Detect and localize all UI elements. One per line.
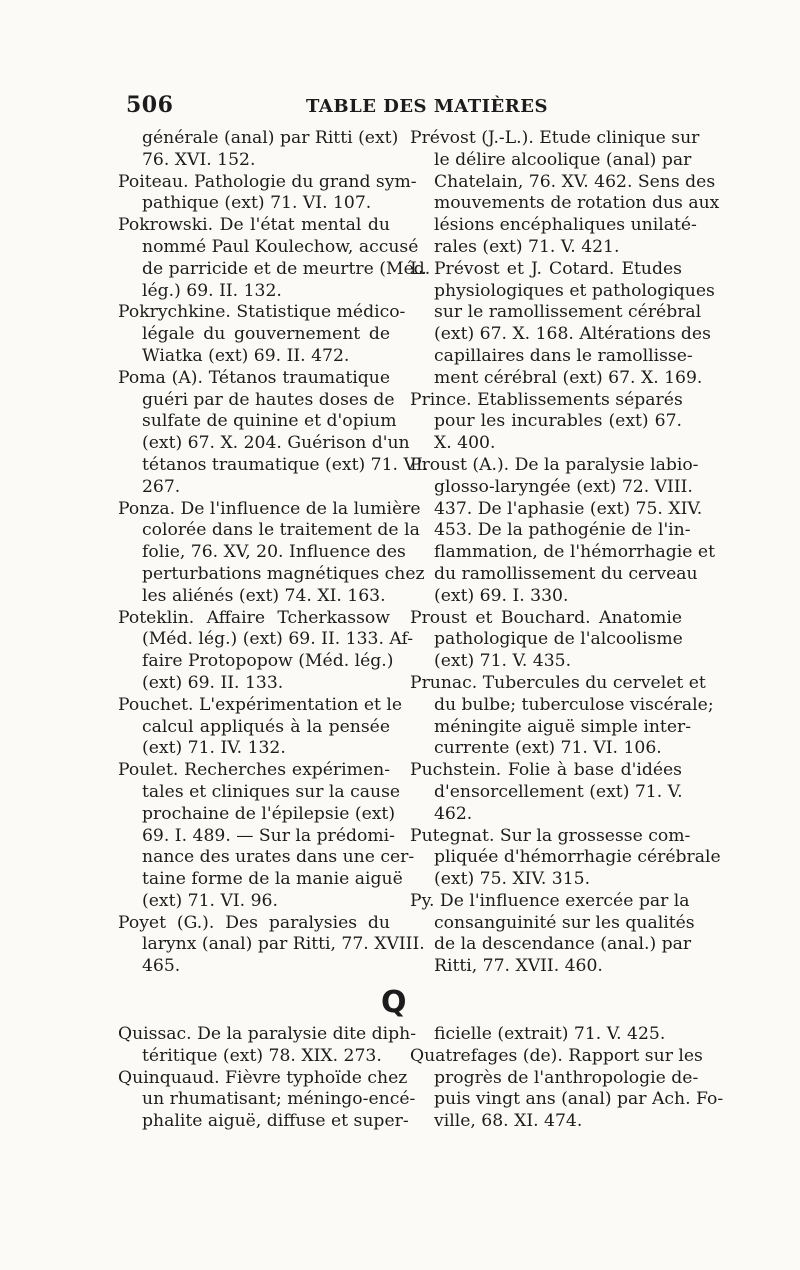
entry-line: de la descendance (anal.) par xyxy=(434,934,692,955)
entry-line: (ext) 69. II. 133. xyxy=(142,672,284,693)
entry-line: (ext) 75. XIV. 315. xyxy=(434,869,591,890)
index-entry xyxy=(118,128,399,172)
page-header xyxy=(118,92,678,122)
page-number: 506 xyxy=(126,92,174,118)
entry-line: 76. XVI. 152. xyxy=(142,149,256,170)
index-entry xyxy=(410,760,682,825)
entry-line: Wiatka (ext) 69. II. 472. xyxy=(142,345,350,366)
entry-line: nance des urates dans une cer- xyxy=(142,847,415,868)
entry-line: Proust et Bouchard. Anatomie xyxy=(410,607,682,628)
entry-line: téritique (ext) 78. XIX. 273. xyxy=(142,1045,382,1066)
index-entry xyxy=(410,890,695,978)
entry-line: 462. xyxy=(434,803,473,824)
entry-line: pathologique de l'alcoolisme xyxy=(434,629,683,650)
entry-line: les aliénés (ext) 74. XI. 163. xyxy=(142,585,386,606)
index-entry xyxy=(118,694,403,760)
index-entry xyxy=(118,367,429,499)
index-entry xyxy=(118,760,415,913)
entry-line: ville, 68. XI. 474. xyxy=(434,1111,583,1132)
index-entry xyxy=(118,1067,416,1133)
entry-line: lésions encéphaliques unilaté- xyxy=(434,215,697,236)
entry-line: Poiteau. Pathologie du grand sym- xyxy=(118,171,417,192)
index-entry xyxy=(410,390,682,455)
entry-line: Puchstein. Folie à base d'idées xyxy=(410,760,682,781)
entry-line: ment cérébral (ext) 67. X. 169. xyxy=(434,367,703,388)
entry-line: folie, 76. XV, 20. Influence des xyxy=(142,542,406,563)
right-column xyxy=(410,128,721,978)
section-letter-q: Q xyxy=(381,985,407,1020)
entry-line: glosso-laryngée (ext) 72. VIII. xyxy=(434,476,693,497)
entry-line: Ponza. De l'influence de la lumière xyxy=(118,498,421,519)
entry-line: un rhumatisant; méningo-encé- xyxy=(142,1089,416,1110)
entry-line: Quissac. De la paralysie dite diph- xyxy=(118,1024,417,1044)
entry-line: d'ensorcellement (ext) 71. V. xyxy=(434,781,683,802)
entry-line: tales et cliniques sur la cause xyxy=(142,781,401,802)
entry-line: sur le ramollissement cérébral xyxy=(434,302,702,323)
entry-line: 267. xyxy=(142,476,181,497)
entry-line: générale (anal) par Ritti (ext) xyxy=(142,128,399,148)
entry-line: Pouchet. L'expérimentation et le xyxy=(118,694,403,715)
index-entry xyxy=(118,498,425,608)
entry-line: larynx (anal) par Ritti, 77. XVIII. xyxy=(142,934,425,955)
entry-line: Poulet. Recherches expérimen- xyxy=(118,760,390,781)
entry-line: du ramollissement du cerveau xyxy=(434,563,698,584)
index-entry xyxy=(410,258,715,390)
q-right-column xyxy=(410,1024,724,1133)
entry-line: nommé Paul Koulechow, accusé xyxy=(142,236,419,257)
entry-line: Ritti, 77. XVII. 460. xyxy=(434,956,603,977)
index-entry xyxy=(118,1024,417,1068)
entry-line: X. 400. xyxy=(434,433,496,454)
entry-line: taine forme de la manie aiguë xyxy=(142,869,403,890)
entry-line: de parricide et de meurtre (Méd. xyxy=(142,258,431,279)
entry-line: pour les incurables (ext) 67. xyxy=(434,411,682,432)
entry-line: calcul appliqués à la pensée xyxy=(142,716,390,737)
entry-line: Quatrefages (de). Rapport sur les xyxy=(410,1045,703,1066)
entry-line: rales (ext) 71. V. 421. xyxy=(434,236,620,257)
entry-line: pliquée d'hémorrhagie cérébrale xyxy=(434,847,721,868)
entry-line: Proust (A.). De la paralysie labio- xyxy=(410,454,699,475)
entry-line: sulfate de quinine et d'opium xyxy=(142,411,397,432)
index-entry xyxy=(118,912,425,978)
entry-line: ficielle (extrait) 71. V. 425. xyxy=(434,1024,666,1044)
entry-line: physiologiques et pathologiques xyxy=(434,280,715,301)
entry-line: puis vingt ans (anal) par Ach. Fo- xyxy=(434,1089,724,1110)
index-entry xyxy=(118,215,431,302)
index-entry xyxy=(118,607,414,695)
entry-line: mouvements de rotation dus aux xyxy=(434,193,720,214)
index-entry xyxy=(410,128,720,259)
entry-line: phalite aiguë, diffuse et super- xyxy=(142,1111,409,1132)
entry-line: (ext) 71. IV. 132. xyxy=(142,738,286,759)
index-entry xyxy=(118,171,417,216)
entry-line: progrès de l'anthropologie de- xyxy=(434,1067,699,1088)
entry-line: capillaires dans le ramollisse- xyxy=(434,345,693,366)
entry-line: Quinquaud. Fièvre typhoïde chez xyxy=(118,1067,408,1088)
q-left-column xyxy=(118,1024,417,1133)
index-entry xyxy=(118,302,406,367)
entry-line: 437. De l'aphasie (ext) 75. XIV. xyxy=(434,498,703,519)
left-column xyxy=(118,128,431,978)
entry-line: (ext) 69. I. 330. xyxy=(434,585,569,606)
index-entry xyxy=(410,454,716,608)
entry-line: colorée dans le traitement de la xyxy=(142,520,420,541)
entry-line: currente (ext) 71. VI. 106. xyxy=(434,738,662,759)
entry-line: flammation, de l'hémorrhagie et xyxy=(434,542,716,563)
entry-line: (Méd. lég.) (ext) 69. II. 133. Af- xyxy=(142,629,414,650)
entry-line: L. Prévost et J. Cotard. Etudes xyxy=(410,258,682,279)
index-entry xyxy=(410,672,714,760)
entry-line: Prévost (J.-L.). Etude clinique sur xyxy=(410,128,700,148)
entry-line: guéri par de hautes doses de xyxy=(142,389,395,410)
entry-line: Chatelain, 76. XV. 462. Sens des xyxy=(434,171,716,192)
index-entry xyxy=(410,825,721,891)
entry-line: 69. I. 489. — Sur la prédomi- xyxy=(142,825,395,846)
entry-line: 465. xyxy=(142,956,181,977)
entry-line: méningite aiguë simple inter- xyxy=(434,716,692,737)
entry-line: (ext) 67. X. 204. Guérison d'un xyxy=(142,433,410,454)
entry-line: Py. De l'influence exercée par la xyxy=(410,890,690,911)
entry-line: Poyet (G.). Des paralysies du xyxy=(118,912,390,933)
index-entry xyxy=(410,608,682,673)
entry-line: consanguinité sur les qualités xyxy=(434,912,695,933)
entry-line: du bulbe; tuberculose viscérale; xyxy=(434,694,714,715)
entry-line: légale du gouvernement de xyxy=(142,324,390,345)
entry-line: Prunac. Tubercules du cervelet et xyxy=(410,672,706,693)
entry-line: perturbations magnétiques chez xyxy=(142,563,425,584)
running-title: TABLE DES MATIÈRES xyxy=(306,96,548,117)
entry-line: (ext) 71. V. 435. xyxy=(434,651,572,672)
entry-line: Prince. Etablissements séparés xyxy=(410,389,683,410)
index-entry xyxy=(410,1024,682,1046)
entry-line: prochaine de l'épilepsie (ext) xyxy=(142,803,396,824)
entry-line: 453. De la pathogénie de l'in- xyxy=(434,520,691,541)
entry-line: Pokrowski. De l'état mental du xyxy=(118,215,390,236)
index-entry xyxy=(410,1045,724,1133)
entry-line: le délire alcoolique (anal) par xyxy=(434,149,692,170)
entry-line: tétanos traumatique (ext) 71. VI. xyxy=(142,454,429,475)
entry-line: (ext) 67. X. 168. Altérations des xyxy=(434,324,711,345)
entry-line: Poteklin. Affaire Tcherkassow xyxy=(118,607,390,628)
entry-line: lég.) 69. II. 132. xyxy=(142,280,282,301)
entry-line: pathique (ext) 71. VI. 107. xyxy=(142,193,372,214)
entry-line: faire Protopopow (Méd. lég.) xyxy=(142,651,394,672)
entry-line: Poma (A). Tétanos traumatique xyxy=(118,367,390,388)
entry-line: Putegnat. Sur la grossesse com- xyxy=(410,825,691,846)
entry-line: Pokrychkine. Statistique médico- xyxy=(118,302,406,323)
entry-line: (ext) 71. VI. 96. xyxy=(142,890,278,911)
